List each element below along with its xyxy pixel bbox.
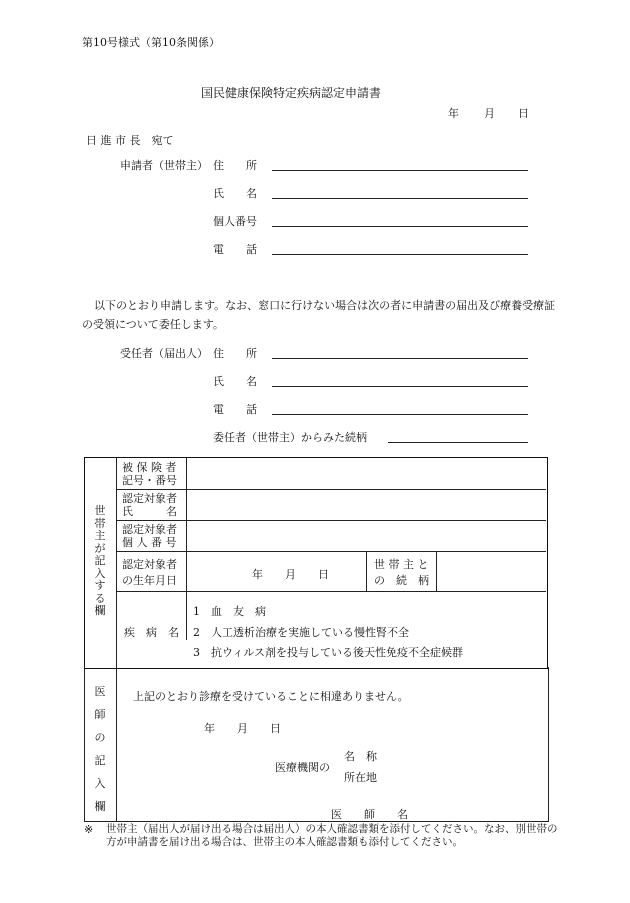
disease-option-1[interactable]: 1 血 友 病 xyxy=(193,605,266,618)
applicant-label: 申請者（世帯主） xyxy=(120,159,208,172)
institution-label: 医療機関の xyxy=(275,761,330,774)
insured-number-field[interactable] xyxy=(188,460,544,488)
applicant-address-label: 住 所 xyxy=(213,159,257,172)
relation-field[interactable] xyxy=(438,553,544,590)
applicant-phone-label: 電 話 xyxy=(213,243,257,256)
addressee: 日 進 市 長 宛て xyxy=(86,134,174,147)
date-day: 日 xyxy=(518,107,529,120)
delegation-text: 以下のとおり申請します。なお、窓口に行けない場合は次の者に申請書の届出及び療養受療証の受領について委任します。 xyxy=(82,299,556,331)
delegate-relationship-label: 委任者（世帯主）からみた続柄 xyxy=(213,431,367,444)
doctor-side-label: 医師の記入欄 xyxy=(94,685,106,813)
date-year: 年 xyxy=(448,107,459,120)
relation-label: 世 帯 主 と の 続 柄 xyxy=(374,558,429,587)
insured-number-label: 被 保 険 者 記号・番号 xyxy=(122,461,177,487)
delegate-address-label: 住 所 xyxy=(213,347,257,360)
institution-address-label: 所在地 xyxy=(344,771,377,784)
delegate-phone-label: 電 話 xyxy=(213,403,257,416)
delegate-phone-field[interactable] xyxy=(272,414,528,415)
doctor-name-label: 医 師 名 xyxy=(331,808,408,821)
applicant-name-label: 氏 名 xyxy=(213,187,257,200)
disease-label: 疾 病 名 xyxy=(124,626,179,639)
delegate-address-field[interactable] xyxy=(272,358,528,359)
applicant-phone-field[interactable] xyxy=(272,254,528,255)
page-title: 国民健康保険特定疾病認定申請書 xyxy=(201,86,382,100)
target-id-field[interactable] xyxy=(188,522,544,550)
delegate-name-field[interactable] xyxy=(272,386,528,387)
target-id-label: 認定対象者 個 人 番 号 xyxy=(122,523,177,549)
institution-name-label: 名 称 xyxy=(344,750,377,763)
birth-date-field[interactable]: 年 月 日 xyxy=(252,568,329,581)
target-birth-label: 認定対象者 の生年月日 xyxy=(122,558,177,587)
applicant-id-field[interactable] xyxy=(272,226,528,227)
household-side-label: 世帯主が記入する欄 xyxy=(94,504,106,617)
delegate-relationship-field[interactable] xyxy=(388,442,528,443)
form-number: 第10号様式（第10条関係） xyxy=(82,36,220,49)
applicant-name-field[interactable] xyxy=(272,198,528,199)
target-name-label: 認定対象者 氏 名 xyxy=(122,492,177,518)
footnote: 世帯主（届出人が届け出る場合は届出人）の本人確認書類を添付してください。なお、別世帯の方が申請書を届け出る場合は、世帯主の本人確認書類も添付してください。 xyxy=(106,823,558,848)
disease-option-3[interactable]: 3 抗ウィルス剤を投与している後天性免疫不全症候群 xyxy=(193,646,464,659)
delegate-name-label: 氏 名 xyxy=(213,375,257,388)
target-name-field[interactable] xyxy=(188,491,544,519)
disease-option-2[interactable]: 2 人工透析治療を実施している慢性腎不全 xyxy=(193,626,409,639)
applicant-id-label: 個人番号 xyxy=(213,215,257,228)
doctor-date[interactable]: 年 月 日 xyxy=(204,722,281,735)
footnote-mark: ※ xyxy=(84,823,94,836)
delegate-label: 受任者（届出人） xyxy=(120,347,208,360)
doctor-statement: 上記のとおり診療を受けていることに相違ありません。 xyxy=(133,690,409,703)
applicant-address-field[interactable] xyxy=(272,170,528,171)
date-month: 月 xyxy=(484,107,495,120)
